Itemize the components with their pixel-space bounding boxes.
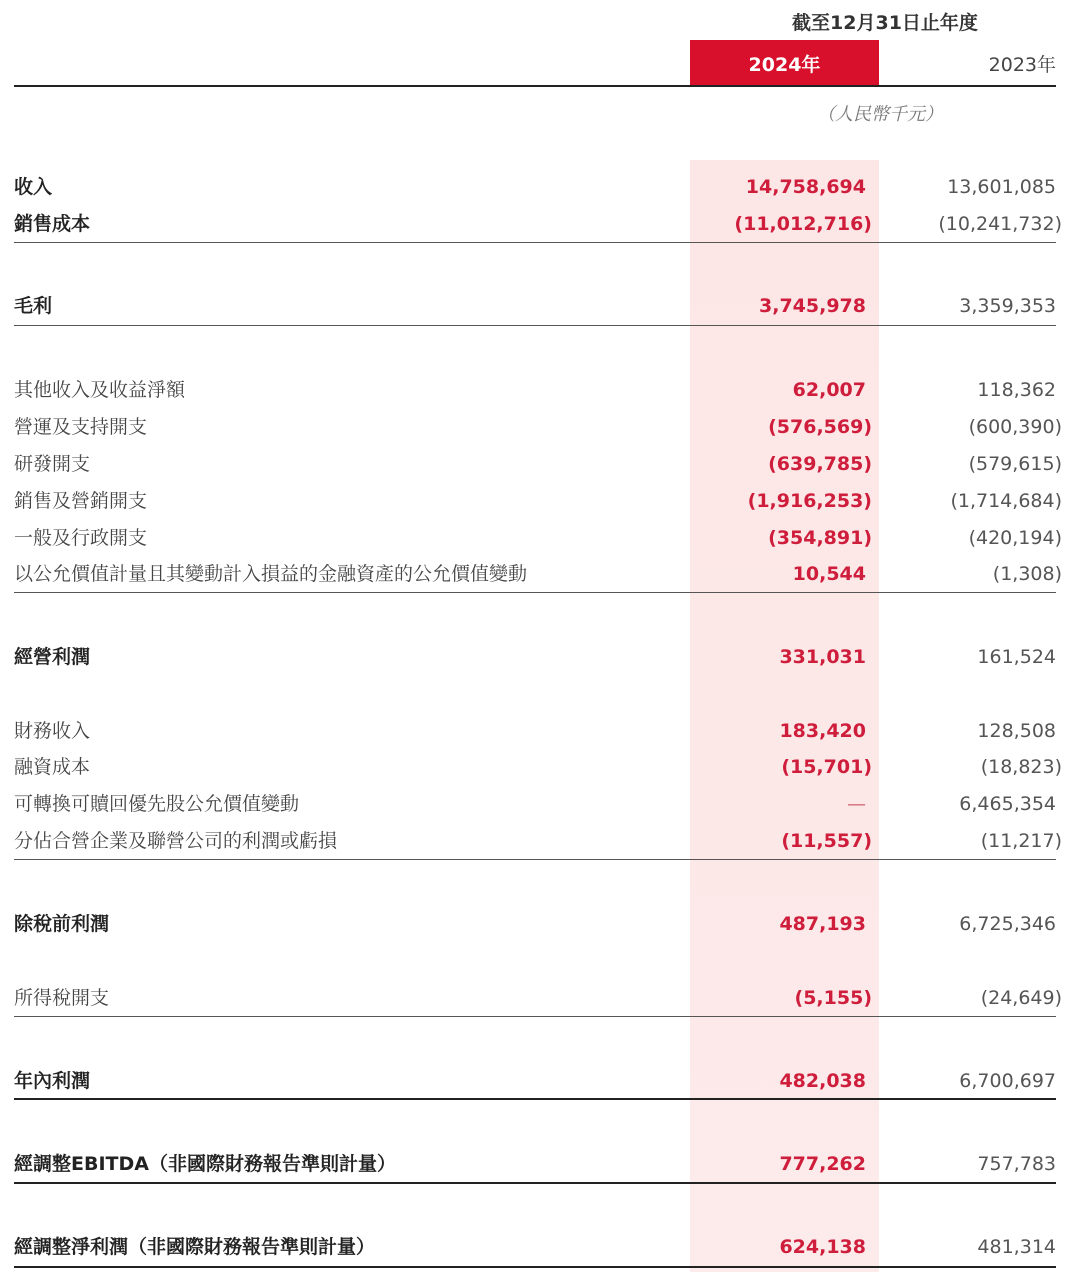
value-2023: 6,465,354: [959, 793, 1056, 815]
row-label: 年內利潤: [14, 1070, 91, 1092]
row-label: 分佔合營企業及聯營公司的利潤或虧損: [14, 830, 338, 852]
row-operations-support: [14, 410, 1062, 444]
value-2024: —: [847, 793, 866, 815]
row-income-tax: [14, 981, 1062, 1015]
divider: [14, 1098, 1056, 1100]
row-other-income: [14, 373, 1062, 407]
row-finance-costs: [14, 750, 1062, 784]
value-2023: (1,308): [992, 563, 1062, 585]
divider: [14, 1182, 1056, 1184]
year-2024-header: 2024年: [690, 40, 879, 86]
row-profit-for-year: [14, 1064, 1062, 1098]
row-label: 經營利潤: [14, 646, 91, 668]
value-2023: 481,314: [977, 1236, 1056, 1258]
value-2024: 482,038: [779, 1070, 866, 1092]
value-2024: 62,007: [792, 379, 866, 401]
value-2024: (1,916,253): [747, 490, 872, 512]
row-label: 毛利: [14, 295, 53, 317]
value-2023: (579,615): [968, 453, 1062, 475]
row-label: 其他收入及收益淨額: [14, 379, 186, 401]
row-label: 一般及行政開支: [14, 527, 148, 549]
row-fair-value-financial-assets: [14, 557, 1062, 591]
value-2023: 13,601,085: [947, 176, 1056, 198]
value-2024: (5,155): [794, 987, 872, 1009]
row-selling-marketing: [14, 484, 1062, 518]
value-2023: 6,700,697: [959, 1070, 1056, 1092]
row-label: 除稅前利潤: [14, 913, 110, 935]
row-label: 銷售成本: [14, 213, 91, 235]
row-label: 經調整淨利潤（非國際財務報告準則計量）: [14, 1236, 376, 1258]
row-adjusted-net-profit: [14, 1230, 1062, 1264]
row-label: 融資成本: [14, 756, 91, 778]
row-cost-of-sales: [14, 207, 1062, 241]
value-2024: (639,785): [768, 453, 872, 475]
divider: [14, 592, 1056, 593]
unit-note: （人民幣千元）: [817, 104, 943, 125]
row-revenue: [14, 170, 1062, 204]
value-2023: (420,194): [968, 527, 1062, 549]
row-label: 營運及支持開支: [14, 416, 148, 438]
value-2024: 624,138: [779, 1236, 866, 1258]
value-2024: 487,193: [779, 913, 866, 935]
value-2023: 128,508: [977, 720, 1056, 742]
period-heading: 截至12月31日止年度: [792, 12, 978, 34]
row-operating-profit: [14, 640, 1062, 674]
value-2023: (600,390): [968, 416, 1062, 438]
row-rd-expenses: [14, 447, 1062, 481]
divider: [14, 859, 1056, 860]
value-2024: (11,012,716): [734, 213, 872, 235]
value-2023: 3,359,353: [959, 295, 1056, 317]
value-2024: 331,031: [779, 646, 866, 668]
row-label: 收入: [14, 176, 53, 198]
row-label: 可轉換可贖回優先股公允價值變動: [14, 793, 300, 815]
value-2024: (15,701): [781, 756, 872, 778]
value-2023: 118,362: [977, 379, 1056, 401]
value-2023: 161,524: [977, 646, 1056, 668]
row-finance-income: [14, 714, 1062, 748]
row-label: 以公允價值計量且其變動計入損益的金融資產的公允價值變動: [14, 563, 528, 585]
value-2023: 757,783: [977, 1153, 1056, 1175]
divider: [14, 325, 1056, 326]
value-2023: (24,649): [980, 987, 1062, 1009]
row-label: 所得稅開支: [14, 987, 110, 1009]
row-share-of-jv-associates: [14, 824, 1062, 858]
row-profit-before-tax: [14, 907, 1062, 941]
value-2024: 777,262: [779, 1153, 866, 1175]
value-2024: 14,758,694: [745, 176, 866, 198]
row-label: 經調整EBITDA（非國際財務報告準則計量）: [14, 1153, 396, 1175]
value-2023: (18,823): [980, 756, 1062, 778]
row-label: 財務收入: [14, 720, 91, 742]
divider: [14, 242, 1056, 243]
row-label: 研發開支: [14, 453, 91, 475]
value-2024: 183,420: [779, 720, 866, 742]
value-2024: (576,569): [768, 416, 872, 438]
row-gross-profit: [14, 289, 1062, 323]
value-2023: (10,241,732): [938, 213, 1062, 235]
divider: [14, 1266, 1056, 1268]
value-2024: 3,745,978: [759, 295, 866, 317]
value-2023: 6,725,346: [959, 913, 1056, 935]
row-label: 銷售及營銷開支: [14, 490, 148, 512]
year-2023-header: 2023年: [988, 53, 1056, 76]
value-2023: (1,714,684): [950, 490, 1062, 512]
row-adjusted-ebitda: [14, 1147, 1062, 1181]
value-2024: 10,544: [792, 563, 866, 585]
row-preferred-shares-fv: [14, 787, 1062, 821]
value-2024: (11,557): [781, 830, 872, 852]
header-divider: [14, 85, 1056, 87]
value-2023: (11,217): [980, 830, 1062, 852]
row-general-admin: [14, 521, 1062, 555]
value-2024: (354,891): [768, 527, 872, 549]
divider: [14, 1016, 1056, 1017]
